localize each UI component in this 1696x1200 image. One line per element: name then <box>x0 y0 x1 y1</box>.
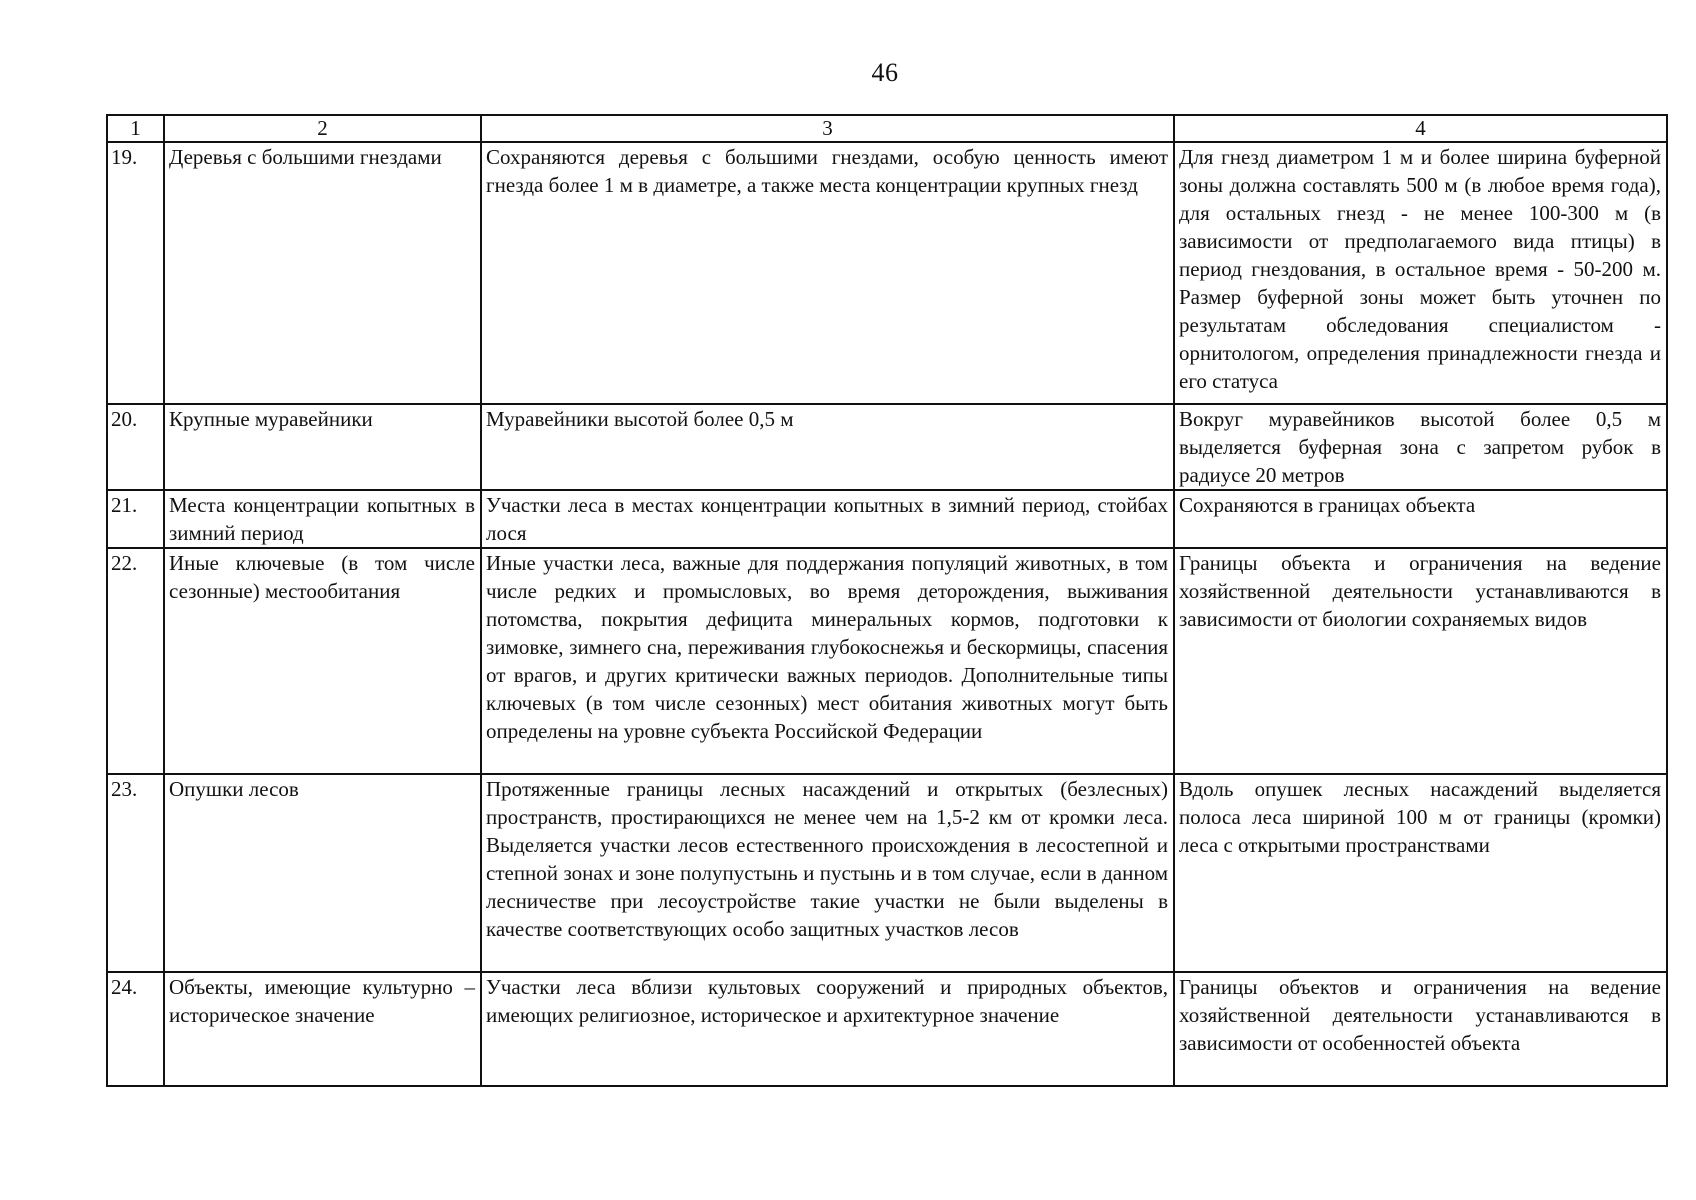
table-row <box>107 142 1667 404</box>
measures-cell: Вокруг муравейников высотой более 0,5 м выделяется буферная зона с запретом рубок в радиусе 20 метров <box>1174 404 1667 490</box>
document-table <box>106 114 1668 1087</box>
measures-cell: Сохраняются в границах объекта <box>1174 490 1667 548</box>
table-row <box>107 548 1667 774</box>
row-number: 21. <box>107 490 164 548</box>
column-header: 3 <box>481 115 1174 142</box>
object-name-cell: Объекты, имеющие культурно – историческое значение <box>164 972 481 1086</box>
table-row <box>107 404 1667 490</box>
object-name-cell: Иные ключевые (в том числе сезонные) местообитания <box>164 548 481 774</box>
row-number: 23. <box>107 774 164 972</box>
page-number: 46 <box>871 58 899 87</box>
table-header-row <box>107 115 1667 142</box>
row-number: 24. <box>107 972 164 1086</box>
table-row <box>107 774 1667 972</box>
description-cell: Иные участки леса, важные для поддержания популяций животных, в том числе редких и промысловых, во время деторождения, выживания потомства, покрытия дефицита минеральных кормов, подготовки к зимовке, зимнего сна, переживания глубокоснежья и бескормицы, спасения от врагов, и других критически важных периодов. Дополнительные типы ключевых (в том числе сезонных) мест обитания животных могут быть определены на уровне субъекта Российской Федерации <box>481 548 1174 774</box>
description-cell: Муравейники высотой более 0,5 м <box>481 404 1174 490</box>
description-cell: Протяженные границы лесных насаждений и открытых (безлесных) пространств, простирающихся не менее чем на 1,5-2 км от кромки леса. Выделяется участки лесов естественного происхождения в лесостепной и степной зонах и зоне полупустынь и пустынь и в том случае, если в данном лесничестве при лесоустройстве такие участки не были выделены в качестве соответствующих особо защитных участков лесов <box>481 774 1174 972</box>
table-row <box>107 490 1667 548</box>
description-cell: Сохраняются деревья с большими гнездами, особую ценность имеют гнезда более 1 м в диаметре, а также места концентрации крупных гнезд <box>481 142 1174 404</box>
measures-cell: Границы объектов и ограничения на ведение хозяйственной деятельности устанавливаются в зависимости от особенностей объекта <box>1174 972 1667 1086</box>
description-cell: Участки леса в местах концентрации копытных в зимний период, стойбах лося <box>481 490 1174 548</box>
table-row <box>107 972 1667 1086</box>
column-header: 2 <box>164 115 481 142</box>
object-name-cell: Опушки лесов <box>164 774 481 972</box>
column-header: 4 <box>1174 115 1667 142</box>
object-name-cell: Места концентрации копытных в зимний период <box>164 490 481 548</box>
description-cell: Участки леса вблизи культовых сооружений и природных объектов, имеющих религиозное, историческое и архитектурное значение <box>481 972 1174 1086</box>
row-number: 19. <box>107 142 164 404</box>
column-header: 1 <box>107 115 164 142</box>
object-name-cell: Деревья с большими гнездами <box>164 142 481 404</box>
object-name-cell: Крупные муравейники <box>164 404 481 490</box>
measures-cell: Для гнезд диаметром 1 м и более ширина буферной зоны должна составлять 500 м (в любое время года), для остальных гнезд - не менее 100-300 м (в зависимости от предполагаемого вида птицы) в период гнездования, в остальное время - 50-200 м. Размер буферной зоны может быть уточнен по результатам обследования специалистом - орнитологом, определения принадлежности гнезда и его статуса <box>1174 142 1667 404</box>
row-number: 20. <box>107 404 164 490</box>
measures-cell: Вдоль опушек лесных насаждений выделяется полоса леса шириной 100 м от границы (кромки) леса с открытыми пространствами <box>1174 774 1667 972</box>
row-number: 22. <box>107 548 164 774</box>
measures-cell: Границы объекта и ограничения на ведение хозяйственной деятельности устанавливаются в зависимости от биологии сохраняемых видов <box>1174 548 1667 774</box>
